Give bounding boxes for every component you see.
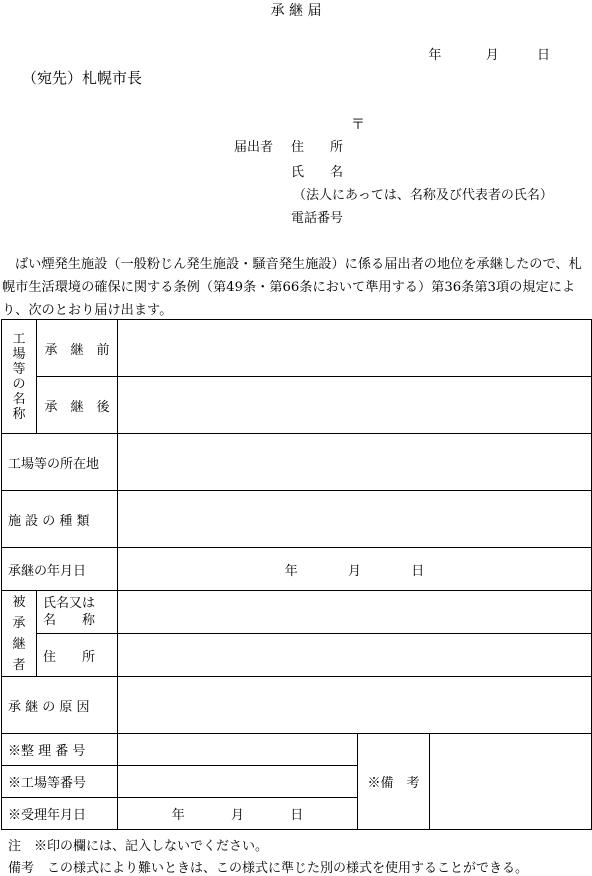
remarks-label: ※備 考 [358,734,430,830]
factory-number-label: ※工場等番号 [2,766,118,798]
receipt-day-label: 日 [290,808,304,823]
succession-date-field[interactable] [118,548,592,591]
succession-year-label: 年 [284,563,298,579]
addressee: （宛先）札幌市長 [22,69,143,87]
remarks-field[interactable] [430,734,592,830]
applicant-address-label: 住 所 [291,140,344,155]
date-month-label: 月 [485,48,499,63]
receipt-date-field[interactable] [118,798,358,830]
after-succession-field[interactable] [118,377,592,434]
predecessor-group-label: 被承継者 [2,591,37,677]
succession-month-label: 月 [348,563,362,579]
factory-number-field[interactable] [118,766,358,798]
before-succession-field[interactable] [118,320,592,377]
succession-form-table [1,319,592,830]
predecessor-address-field[interactable] [118,634,592,677]
factory-name-group-label: 工場等の名称 [2,320,37,434]
document-title: 承 継 届 [270,3,322,19]
date-day-label: 日 [536,48,550,63]
receipt-year-label: 年 [171,808,185,823]
reference-number-label: ※整 理 番 号 [2,734,118,766]
succession-cause-field[interactable] [118,677,592,734]
facility-type-label: 施 設 の 種 類 [2,491,118,548]
factory-location-field[interactable] [118,434,592,491]
submission-date [428,44,550,63]
receipt-date-label: ※受理年月日 [2,798,118,830]
facility-type-field[interactable] [118,491,592,548]
receipt-month-label: 月 [230,808,244,823]
predecessor-name-field[interactable] [118,591,592,634]
predecessor-address-label: 住 所 [37,634,118,677]
postal-mark: 〒 [351,117,365,133]
before-succession-label: 承 継 前 [37,320,118,377]
after-succession-label: 承 継 後 [37,377,118,434]
applicant-name-label: 氏 名 [291,165,344,180]
predecessor-name-label: 氏名又は 名 称 [37,591,118,634]
declaration-text: ばい煙発生施設（一般粉じん発生施設・騒音発生施設）に係る届出者の地位を承継したので、札幌市生活環境の確保に関する条例（第49条・第66条において準用する）第36条第3項の規定により、次のとおり届け出ます。 [2,257,582,318]
applicant-label: 届出者 [234,140,274,155]
succession-date-label: 承継の年月日 [2,548,118,591]
reference-number-field[interactable] [118,734,358,766]
succession-cause-label: 承 継 の 原 因 [2,677,118,734]
footnote-note: 注 ※印の欄には、記入しないでください。 [8,839,269,854]
corporate-note: （法人にあっては、名称及び代表者の氏名） [293,188,553,203]
applicant-phone-label: 電話番号 [291,211,344,226]
date-year-label: 年 [428,48,442,63]
factory-location-label: 工場等の所在地 [2,434,118,491]
footnote-remarks: 備考 この様式により難いときは、この様式に準じた別の様式を使用することができる。 [8,861,529,876]
succession-day-label: 日 [411,563,425,579]
